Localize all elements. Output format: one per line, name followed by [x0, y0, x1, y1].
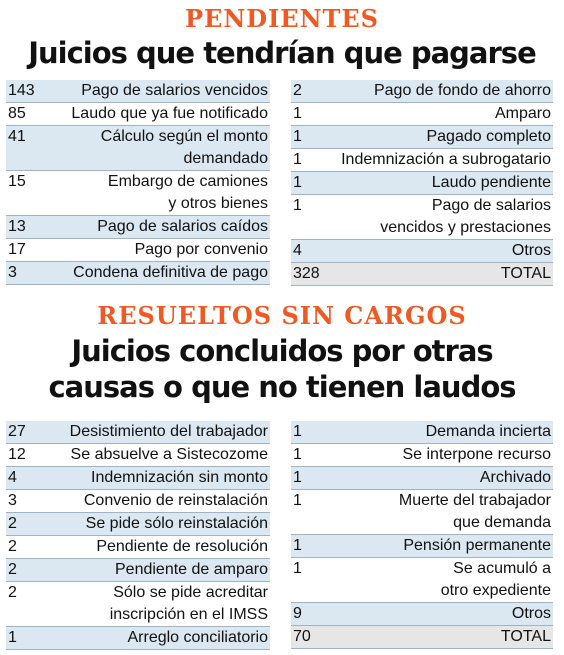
row-count: 12: [8, 446, 26, 463]
resueltos-title: RESUELTOS SIN CARGOS: [97, 301, 467, 330]
row-label-line: Cálculo según el monto: [100, 128, 268, 145]
table-row: [6, 262, 270, 285]
row-label-line: Demanda incierta: [425, 423, 551, 440]
row-label-line: TOTAL: [500, 628, 551, 645]
resueltos-right-table: [291, 421, 553, 649]
row-label: [291, 444, 553, 466]
row-count: 2: [8, 515, 17, 532]
table-row: [6, 513, 270, 536]
table-row: [291, 490, 553, 535]
row-label-line: Pendiente de amparo: [115, 561, 268, 578]
row-count: 2: [8, 538, 17, 555]
row-label: [6, 444, 270, 466]
row-label: [6, 627, 270, 649]
row-label: [291, 535, 553, 557]
table-row: [6, 103, 270, 126]
row-count: 4: [293, 242, 302, 259]
row-label: [6, 513, 270, 535]
row-count: 1: [293, 560, 302, 577]
row-count: 13: [8, 218, 26, 235]
row-label-line: Pendiente de resolución: [96, 538, 268, 555]
row-label-line: Embargo de camiones: [107, 173, 268, 190]
row-label-line: Pago de salarios: [431, 197, 551, 214]
table-row: [6, 559, 270, 582]
row-label: [6, 171, 270, 215]
table-row: [291, 80, 553, 103]
row-label-line: Pago por convenio: [134, 241, 268, 258]
table-row: [291, 421, 553, 444]
row-label: [291, 421, 553, 443]
table-row: [291, 172, 553, 195]
table-row: [6, 536, 270, 559]
row-label: [6, 467, 270, 489]
table-row: [6, 421, 270, 444]
row-count: 4: [8, 469, 17, 486]
table-row: [6, 80, 270, 103]
row-label: [291, 80, 553, 102]
total-row: [291, 263, 553, 286]
row-count: 17: [8, 241, 26, 258]
row-label-line: Archivado: [479, 469, 551, 486]
table-row: [291, 444, 553, 467]
table-row: [6, 444, 270, 467]
row-count: 1: [293, 174, 302, 191]
row-label-line: Condena definitiva de pago: [73, 264, 268, 281]
row-count: 1: [293, 469, 302, 486]
resueltos-left-table: [6, 421, 270, 650]
table-row: [291, 195, 553, 240]
row-count: 41: [8, 128, 26, 145]
pendientes-headline: Juicios que tendrían que pagarse: [28, 36, 536, 70]
row-label-line: demandado: [183, 150, 268, 167]
table-row: [6, 171, 270, 216]
row-count: 1: [293, 537, 302, 554]
row-label: [6, 421, 270, 443]
row-label-line: vencidos y prestaciones: [380, 219, 551, 236]
table-row: [291, 535, 553, 558]
row-label: [291, 490, 553, 534]
row-count: 1: [293, 128, 302, 145]
row-label-line: Laudo que ya fue notificado: [71, 105, 268, 122]
row-count: 27: [8, 423, 26, 440]
row-count: 143: [8, 82, 35, 99]
row-count: 9: [293, 605, 302, 622]
row-label-line: Otros: [511, 242, 551, 259]
table-row: [6, 216, 270, 239]
row-count: 1: [293, 446, 302, 463]
row-label-line: Pago de salarios caídos: [97, 218, 268, 235]
table-row: [6, 467, 270, 490]
total-row: [291, 626, 553, 649]
row-count: 1: [8, 629, 17, 646]
row-label-line: Laudo pendiente: [431, 174, 551, 191]
resueltos-headline-line2: causas o que no tienen laudos: [48, 370, 516, 404]
row-label: [291, 103, 553, 125]
table-row: [291, 126, 553, 149]
pendientes-title: PENDIENTES: [184, 4, 380, 33]
row-label: [6, 559, 270, 581]
row-label-line: Amparo: [494, 105, 551, 122]
row-count: 2: [293, 82, 302, 99]
row-label-line: y otros bienes: [168, 195, 268, 212]
row-label: [6, 262, 270, 284]
row-label-line: Indemnización a subrogatario: [341, 151, 551, 168]
table-row: [291, 240, 553, 263]
row-label-line: inscripción en el IMSS: [109, 606, 268, 623]
row-label: [291, 263, 553, 285]
row-label-line: Se absuelve a Sistecozome: [70, 446, 268, 463]
row-count: 3: [8, 264, 17, 281]
row-label: [6, 80, 270, 102]
row-label-line: Pagado completo: [426, 128, 551, 145]
row-label: [291, 603, 553, 625]
row-label-line: Se interpone recurso: [402, 446, 551, 463]
table-row: [6, 582, 270, 627]
row-count: 3: [8, 492, 17, 509]
row-label-line: Desistimiento del trabajador: [69, 423, 268, 440]
row-label: [6, 490, 270, 512]
row-label-line: que demanda: [453, 514, 551, 531]
row-count: 70: [293, 628, 311, 645]
row-label: [291, 626, 553, 648]
row-count: 1: [293, 197, 302, 214]
row-label: [291, 195, 553, 239]
row-count: 2: [8, 584, 17, 601]
row-count: 15: [8, 173, 26, 190]
row-count: 85: [8, 105, 26, 122]
table-row: [6, 490, 270, 513]
row-count: 1: [293, 151, 302, 168]
row-label: [6, 103, 270, 125]
row-label: [6, 239, 270, 261]
table-row: [291, 467, 553, 490]
table-row: [6, 627, 270, 650]
row-label: [291, 149, 553, 171]
row-label-line: Indemnización sin monto: [91, 469, 268, 486]
row-label-line: Pensión permanente: [403, 537, 551, 554]
row-label: [6, 582, 270, 626]
row-label: [6, 536, 270, 558]
row-count: 1: [293, 105, 302, 122]
row-count: 2: [8, 561, 17, 578]
table-row: [291, 149, 553, 172]
pendientes-left-table: [6, 80, 270, 285]
row-label-line: TOTAL: [500, 265, 551, 282]
row-label-line: Sólo se pide acreditar: [113, 584, 268, 601]
row-count: 1: [293, 492, 302, 509]
row-label: [291, 467, 553, 489]
row-label-line: Pago de fondo de ahorro: [373, 82, 551, 99]
resueltos-headline-line1: Juicios concluidos por otras: [71, 334, 493, 368]
row-label-line: Arreglo conciliatorio: [127, 629, 268, 646]
row-label-line: Se pide sólo reinstalación: [85, 515, 268, 532]
row-label-line: Se acumuló a: [453, 560, 551, 577]
row-label: [291, 240, 553, 262]
table-row: [6, 126, 270, 171]
row-label-line: Otros: [511, 605, 551, 622]
row-label: [6, 126, 270, 170]
table-row: [291, 558, 553, 603]
pendientes-right-table: [291, 80, 553, 286]
row-label-line: Muerte del trabajador: [398, 492, 551, 509]
row-label-line: Pago de salarios vencidos: [81, 82, 268, 99]
row-count: 1: [293, 423, 302, 440]
row-label: [291, 558, 553, 602]
row-count: 328: [293, 265, 320, 282]
row-label: [291, 172, 553, 194]
table-row: [291, 603, 553, 626]
table-row: [6, 239, 270, 262]
row-label-line: otro expediente: [440, 582, 551, 599]
table-row: [291, 103, 553, 126]
row-label-line: Convenio de reinstalación: [83, 492, 268, 509]
row-label: [6, 216, 270, 238]
row-label: [291, 126, 553, 148]
